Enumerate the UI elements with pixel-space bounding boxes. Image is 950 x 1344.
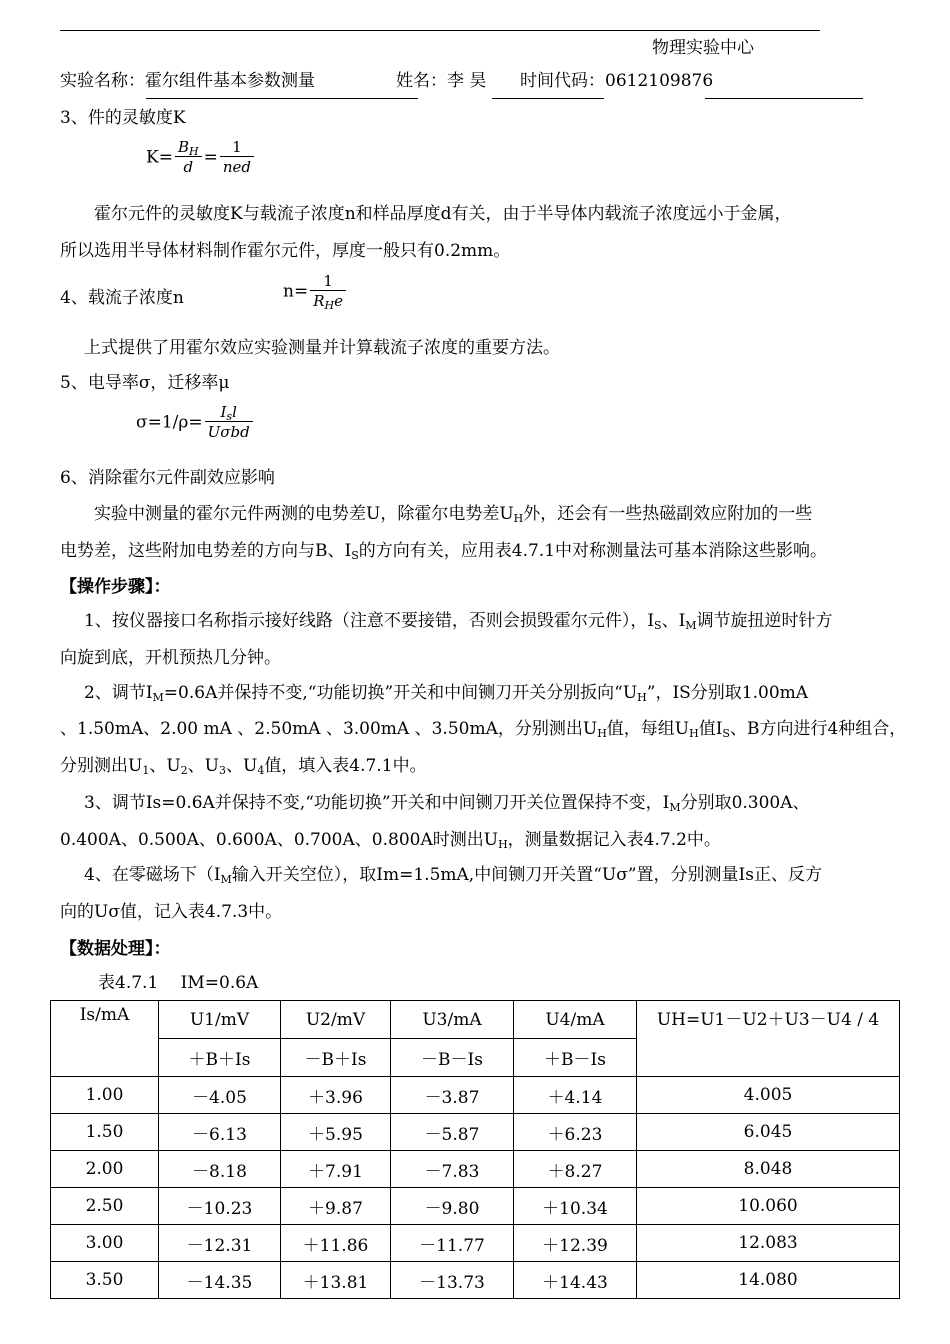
- table-row: [51, 1114, 900, 1151]
- cell-u3: －7.83: [391, 1151, 514, 1188]
- sec6-title: 6、消除霍尔元件副效应影响: [60, 468, 275, 488]
- cell-is: 2.00: [51, 1151, 159, 1188]
- cell-u1: －14.35: [159, 1262, 281, 1299]
- step1-line2: 向旋到底，开机预热几分钟。: [60, 648, 281, 668]
- cell-u3: －5.87: [391, 1114, 514, 1151]
- sec3-frac2: $\frac{1}{\text{ned}}$: [220, 138, 254, 177]
- cell-u1: －12.31: [159, 1225, 281, 1262]
- header-uh: UH=U1－U2＋U3－U4 / 4: [637, 1001, 900, 1077]
- sec3-formula: K= $\frac{B_H}{d}$ = $\frac{1}{\text{ned}}$: [146, 138, 256, 177]
- cell-uh: 4.005: [637, 1077, 900, 1114]
- cell-uh: 10.060: [637, 1188, 900, 1225]
- time-label: 时间代码：: [520, 71, 605, 91]
- cell-uh: 6.045: [637, 1114, 900, 1151]
- data-section-title: 【数据处理】：: [60, 939, 171, 959]
- cell-u2: ＋3.96: [281, 1077, 391, 1114]
- sec3-para-line2: 所以选用半导体材料制作霍尔元件，厚度一般只有0.2mm。: [60, 241, 511, 261]
- sec3-para-line1: 霍尔元件的灵敏度K与载流子浓度n和样品厚度d有关，由于半导体内载流子浓度远小于金属，: [94, 204, 792, 224]
- header-underline-2: [492, 98, 604, 99]
- cell-u2: ＋13.81: [281, 1262, 391, 1299]
- cell-u2: ＋11.86: [281, 1225, 391, 1262]
- header-u1: U1/mV: [159, 1001, 281, 1039]
- cell-u3: －9.80: [391, 1188, 514, 1225]
- sec5-title: 5、电导率σ，迁移率μ: [60, 373, 230, 393]
- cell-u2: ＋7.91: [281, 1151, 391, 1188]
- table-caption: 表4.7.1 IM=0.6A: [98, 973, 259, 993]
- step2-line1: 2、调节$I_M=0.6A$并保持不变,“功能切换”开关和中间铡刀开关分别扳向“$U_H$”，IS分别取1.00mA: [84, 683, 809, 704]
- subheader-u4: ＋B－Is: [514, 1039, 637, 1077]
- step3-line1: 3、调节Is=0.6A并保持不变,“功能切换”开关和中间铡刀开关位置保持不变，$I_M$分别取0.300A、: [84, 793, 810, 814]
- table-row: [51, 1262, 900, 1299]
- header-u2: U2/mV: [281, 1001, 391, 1039]
- sec5-frac: $\frac{I_sl}{\text{Uσbd}}$: [205, 403, 253, 442]
- subheader-u1: ＋B＋Is: [159, 1039, 281, 1077]
- cell-u2: ＋5.95: [281, 1114, 391, 1151]
- student-name: [396, 66, 486, 91]
- table-row: [51, 1225, 900, 1262]
- experiment-info: [60, 66, 315, 91]
- step2-line2: 、1.50mA、2.00 mA 、2.50mA 、3.00mA 、3.50mA，分别测出$U_H$值，每组$U_H$值$I_S$、B方向进行4种组合，: [60, 719, 907, 740]
- table-row: [51, 1151, 900, 1188]
- sec4-frac: $\frac{1}{R_He}$: [310, 272, 346, 311]
- cell-uh: 14.080: [637, 1262, 900, 1299]
- exp-label: 实验名称：: [60, 71, 145, 91]
- cell-is: 3.00: [51, 1225, 159, 1262]
- name-value: 李 昊: [447, 71, 487, 91]
- header-is: Is/mA: [51, 1001, 159, 1077]
- cell-u4: ＋4.14: [514, 1077, 637, 1114]
- cell-is: 1.50: [51, 1114, 159, 1151]
- table-row: [51, 1077, 900, 1114]
- cell-u3: －11.77: [391, 1225, 514, 1262]
- header-underline-1: [146, 98, 418, 99]
- cell-is: 1.00: [51, 1077, 159, 1114]
- sec3-frac1: $\frac{B_H}{d}$: [175, 138, 202, 177]
- data-table: [50, 1000, 900, 1299]
- cell-u1: －8.18: [159, 1151, 281, 1188]
- step4-line2: 向的Uσ值，记入表4.7.3中。: [60, 902, 283, 922]
- time-code: [520, 66, 713, 91]
- steps-title: 【操作步骤】：: [60, 577, 171, 597]
- table-row: [51, 1188, 900, 1225]
- time-value: 0612109876: [605, 71, 714, 91]
- cell-u4: ＋8.27: [514, 1151, 637, 1188]
- step3-line2: 0.400A、0.500A、0.600A、0.700A、0.800A时测出$U_H$，测量数据记入表4.7.2中。: [60, 830, 721, 851]
- cell-u4: ＋6.23: [514, 1114, 637, 1151]
- step1-line1: 1、按仪器接口名称指示接好线路（注意不要接错，否则会损毁霍尔元件），$I_S$、$I_M$调节旋扭逆时针方: [84, 611, 833, 632]
- sec5-formula: σ=1/ρ= $\frac{I_sl}{\text{Uσbd}}$: [136, 403, 255, 442]
- sec6-line2: 电势差，这些附加电势差的方向与B、$I_S$的方向有关，应用表4.7.1中对称测量法可基本消除这些影响。: [60, 541, 828, 562]
- cell-uh: 12.083: [637, 1225, 900, 1262]
- table-header-row: [51, 1001, 900, 1039]
- step2-line3: 分别测出$U_1$、$U_2$、$U_3$、$U_4$值，填入表4.7.1中。: [60, 756, 427, 777]
- header-u3: U3/mA: [391, 1001, 514, 1039]
- cell-u3: －13.73: [391, 1262, 514, 1299]
- cell-u1: －10.23: [159, 1188, 281, 1225]
- cell-u2: ＋9.87: [281, 1188, 391, 1225]
- header-u4: U4/mA: [514, 1001, 637, 1039]
- cell-u1: －6.13: [159, 1114, 281, 1151]
- cell-u4: ＋12.39: [514, 1225, 637, 1262]
- sec6-line1: 实验中测量的霍尔元件两测的电势差U，除霍尔电势差$U_H$外，还会有一些热磁副效应附加的一些: [94, 504, 813, 525]
- step4-line1: 4、在零磁场下（$I_M$输入开关空位），取Im=1.5mA,中间铡刀开关置“Uσ”置，分别测量Is正、反方: [84, 865, 822, 886]
- center-name: 物理实验中心: [652, 38, 754, 58]
- cell-u1: －4.05: [159, 1077, 281, 1114]
- header-top-rule: [60, 30, 820, 31]
- header-underline-3: [705, 98, 863, 99]
- cell-u3: －3.87: [391, 1077, 514, 1114]
- sec4-para: 上式提供了用霍尔效应实验测量并计算载流子浓度的重要方法。: [84, 338, 560, 358]
- cell-is: 2.50: [51, 1188, 159, 1225]
- subheader-u3: －B－Is: [391, 1039, 514, 1077]
- cell-u4: ＋10.34: [514, 1188, 637, 1225]
- name-label: 姓名：: [396, 71, 447, 91]
- cell-uh: 8.048: [637, 1151, 900, 1188]
- subheader-u2: －B＋Is: [281, 1039, 391, 1077]
- sec4-formula: n= $\frac{1}{R_He}$: [283, 272, 348, 311]
- sec4-title: 4、载流子浓度n: [60, 288, 184, 308]
- cell-is: 3.50: [51, 1262, 159, 1299]
- sec3-title: 3、件的灵敏度K: [60, 108, 186, 128]
- cell-u4: ＋14.43: [514, 1262, 637, 1299]
- exp-name: 霍尔组件基本参数测量: [145, 71, 315, 91]
